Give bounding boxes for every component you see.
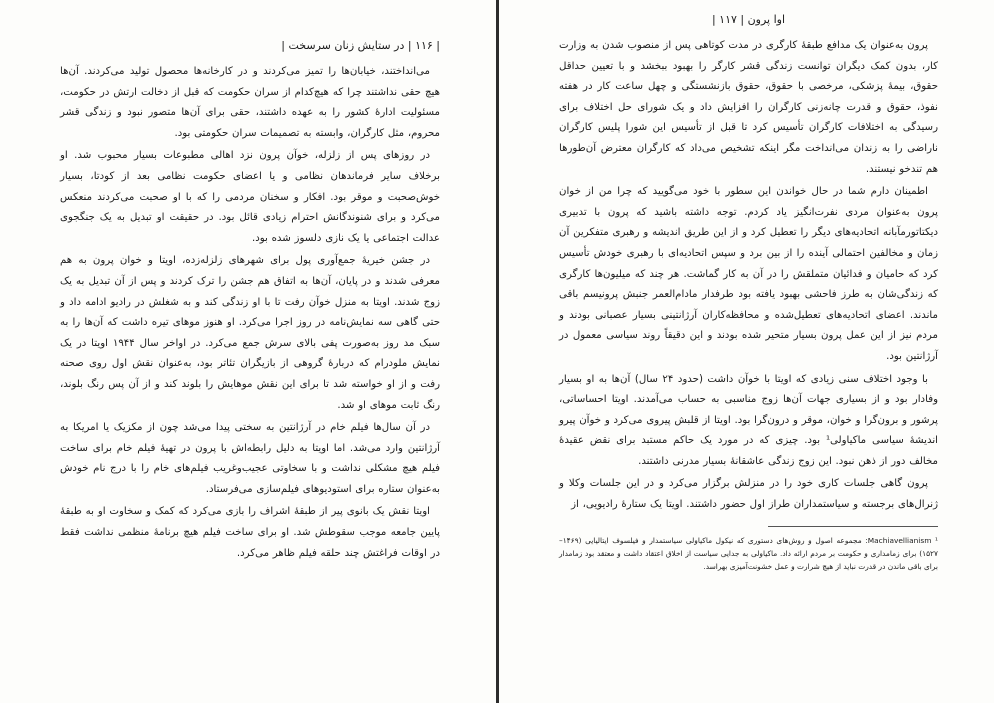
right-paragraph-1: پرون به‌عنوان یک مدافع طبقهٔ کارگری در مدت کوتاهی پس از منصوب شدن به وزارت کار، بدون کمک دیگران توانست زندگی قشر کارگر را بهبود ببخشد و با تعیین حداقل حقوق، بیمهٔ پزشکی، مرخصی با حقوق، حقوق بازنشستگی و چهل ساعت کار در هفته نفوذ، حقوق و قدرت چانه‌زنی کارگران را افزایش داد و یک شورای حل اختلاف برای رسیدگی به اختلافات کارگران تأسیس کرد تا قبل از تأسیس این شورا پلیس کارگران ناراضی را به زندان می‌انداخت مگر اینکه تشخیص می‌داد که کارگران معترض آن‌طورها هم تندخو نیستند. (559, 40, 938, 175)
right-paragraph-3: با وجود اختلاف سنی زیادی که اویتا با خوآن داشت (حدود ۲۴ سال) آن‌ها به او بسیار وفادار بود و از بسیاری جهات آن‌ها زوج مناسبی به حساب می‌آمدند. اویتا احساساتی، پرشور و برون‌گرا و خوان، موقر و درون‌گرا بود. اویتا از قلبش پیروی می‌کرد و خوآن پیرو اندیشهٔ سیاسی ماکیاولی¹ بود. چیزی که در مورد یک حاکم مستبد برای نقض عقیدهٔ مخالف دور از ذهن نبود. این زوج زندگی عاشقانهٔ بسیار مدرنی داشتند. (559, 373, 938, 467)
left-page-header: | ۱۱۶ | در ستایش زنان سرسخت | (281, 39, 440, 52)
left-paragraph-2: در روزهای پس از زلزله، خوآن پرون نزد اهالی مطبوعات بسیار محبوب شد. او برخلاف سایر فرماندهان نظامی و یا اعضای حکومت نظامی بعد از کودتا، بسیار خوش‌صحبت و موقر بود. افکار و سخنان مردمی را که با او صحبت می‌کردند منعکس می‌کرد و برای شنوندگانش احترام زیادی قائل بود. در حقیقت او تبدیل به یک جنگجوی عدالت اجتماعی یا یک نازی دلسوز شده بود. (60, 150, 440, 244)
left-paragraph-1: می‌انداختند، خیابان‌ها را تمیز می‌کردند و در کارخانه‌ها محصول تولید می‌کردند. آن‌ها هیچ حقی نداشتند چرا که هیچ‌کدام از سران حکومت که قبل از دخالت ارتش در حکومت، مسئولیت ادارهٔ کشور را به عهده داشتند، حقی برای آن‌ها متصور نبود و زندگی قشر محروم، مثل کارگران، وابسته به تصمیمات سران حکومتی بود. (60, 66, 440, 139)
left-paragraph-3: در جشن خیریهٔ جمع‌آوری پول برای شهرهای زلزله‌زده، اویتا و خوان پرون به هم معرفی شدند و در پایان، آن‌ها به اتفاق هم جشن را ترک کردند و پس از آن تبدیل به یک زوج شدند. اویتا به منزل خوآن رفت تا با او زندگی کند و به شغلش در رادیو ادامه داد و حتی گاهی سه نمایش‌نامه در روز اجرا می‌کرد. او هنوز موهای تیره داشت که آن‌ها را به سبک مد روز به‌صورت پفی بالای سرش جمع می‌کرد. در اواخر سال ۱۹۴۴ اویتا در یک نمایش ملودرام که دربارهٔ گروهی از بازیگران تئاتر بود، به‌عنوان نقش اول روی صحنه رفت و از او خواسته شد تا برای این نقش موهایش را بلوند کند و از آن پس رنگ بلوند، رنگ ثابت موهای او شد. (60, 255, 440, 411)
footnote: ¹ Machiavellianism: مجموعه اصول و روش‌های دستوری که نیکول ماکیاولی سیاستمدار و فیلسوف ایتالیایی (۱۴۶۹–۱۵۲۷) برای زمامداری و حکومت بر مردم ارائه داد. ماکیاولی به جدایی سیاست از اخلاق اعتقاد داشت و معتقد بود زمامدار برای باقی ماندن در قدرت نباید از هیچ شرارت و عمل خشونت‌آمیزی بهراسد. (559, 536, 938, 572)
right-paragraph-2: اطمینان دارم شما در حال خواندن این سطور با خود می‌گویید که چرا من از خوان پرون به‌عنوان مردی نفرت‌انگیز یاد کردم. توجه داشته باشید که پرون با تدبیری دیکتاتورمآبانه اتحادیه‌های دیگر را تعطیل کرد و از این طریق اندیشه و رهبری متفکرین آن زمان و مخالفین احتمالی آینده را از بین برد و سپس اتحادیه‌ای با رهبری خودش تأسیس کرد که حامیان و فدائیان متملقش را در آن به کار گماشت. هر چند که میلیون‌ها کارگری که زندگی‌شان به طرز فاحشی بهبود یافته بود طرفدار مادام‌العمر جنبش پرونیسم باقی ماندند. اعضای اتحادیه‌های تعطیل‌شده و محافظه‌کاران آرژانتینی بسیار عصبانی بودند و مردم نیز از این عمل پرون بسیار متحیر شده بودند و این دقیقاً روند سیاسی معمول در آرژانتین بود. (559, 186, 938, 362)
left-page (0, 0, 496, 703)
footnote-divider (768, 526, 938, 527)
right-page (499, 0, 994, 703)
right-paragraph-4: پرون گاهی جلسات کاری خود را در منزلش برگزار می‌کرد و در این جلسات وکلا و ژنرال‌های برجسته و سیاستمداران طراز اول حضور داشتند. اویتا یک ستارهٔ رادیویی، از (559, 478, 938, 511)
right-page-header: اوا پرون | ۱۱۷ | (711, 13, 786, 26)
left-paragraph-5: اویتا نقش یک بانوی پیر از طبقهٔ اشراف را بازی می‌کرد که کمک و سخاوت او به طبقهٔ پایین جامعه موجب سقوطش شد. او برای ساخت فیلم هیچ برنامهٔ منظمی نداشت فقط در اوقات فراغتش چند حلقه فیلم ظاهر می‌کرد. (60, 506, 440, 559)
left-paragraph-4: در آن سال‌ها فیلم خام در آرژانتین به سختی پیدا می‌شد چون از مکزیک یا امریکا به آرژانتین وارد می‌شد. اما اویتا به دلیل رابطه‌اش با پرون در تهیهٔ فیلم خام برای ساخت فیلم هیچ مشکلی نداشت و با سخاوتی عجیب‌وغریب فیلم‌های خام را با درج نام خودش به‌عنوان ستاره برای استودیوهای فیلم‌سازی می‌فرستاد. (60, 422, 440, 495)
